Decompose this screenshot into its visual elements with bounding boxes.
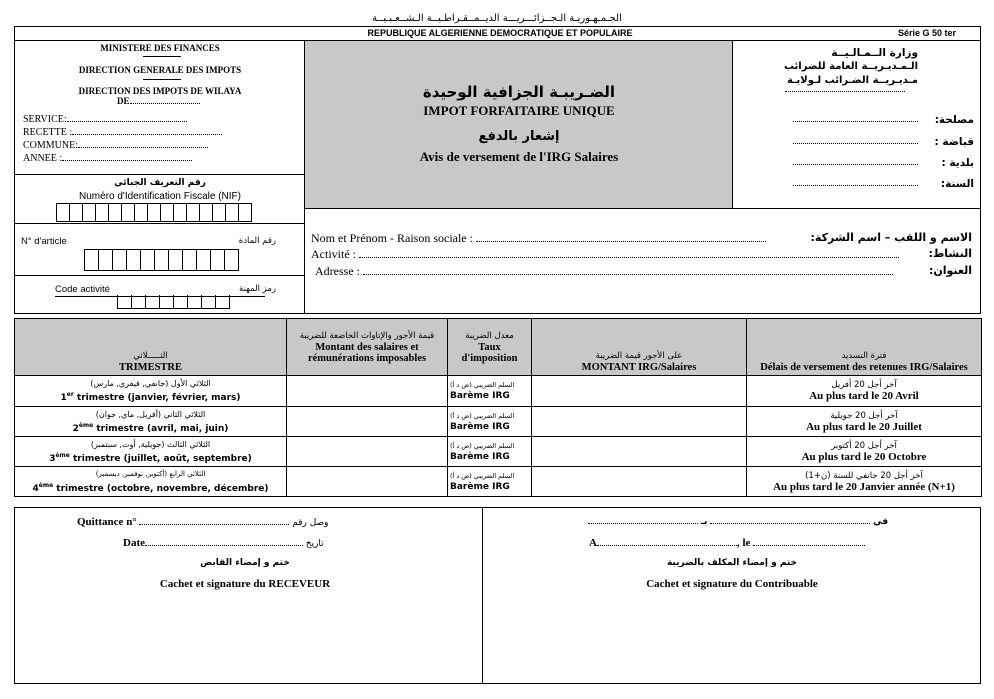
recette-field[interactable] [72, 134, 222, 135]
ministry-fr: MINISTERE DES FINANCES [100, 43, 220, 53]
contributor-in-ar: في [873, 517, 889, 527]
contributor-fr-line [589, 537, 865, 549]
contributor-date-field[interactable] [753, 545, 865, 546]
article-label-ar: رقم المادة [238, 236, 276, 246]
trimestre-cell: الثلاثي الأول (جانفي, فيفري, مارس) 1er trimestre (janvier, février, mars) [15, 376, 287, 407]
table-row [15, 407, 982, 437]
date-line [123, 537, 324, 549]
activity-label-fr: Activité : [311, 247, 356, 261]
taux-cell: السلم الضريبي (ض د أ) Barème IRG [448, 376, 532, 407]
date-label-fr: Date [123, 537, 145, 549]
name-line [311, 231, 766, 246]
taux-cell: السلم الضريبي (ض د أ) Barème IRG [448, 437, 532, 467]
nif-label-fr: Numéro d'Identification Fiscale (NIF) [79, 191, 241, 202]
article-label-fr: N° d'article [21, 236, 67, 247]
header-montant: قيمة الأجور والإتاوات الخاضعة للضريبة Montant des salaires et rémunérations imposables [287, 319, 448, 376]
irg-cell[interactable] [532, 437, 747, 467]
name-label-ar: الاسم و اللقب – اسم الشركة: [810, 231, 972, 244]
tax-title-ar: الضـريبـة الجزافية الوحيدة [422, 83, 616, 101]
republic-title-ar: الجـمـهـوريـة الـجــزائـــريـــة الديــمــقـراطـيــة الـشــعـبـيــة [372, 13, 622, 24]
contributor-ar-date-field[interactable] [710, 523, 870, 524]
commune-ar-label: بلدية : [941, 157, 974, 169]
divider [143, 79, 181, 80]
wilaya-field[interactable] [130, 103, 200, 104]
left-admin-box [14, 40, 305, 175]
receiver-box [14, 507, 483, 684]
commune-line [23, 140, 208, 151]
center-title-box [304, 40, 733, 209]
date-field[interactable] [145, 545, 303, 546]
wilaya-ar-field[interactable] [785, 91, 905, 92]
service-field[interactable] [67, 121, 187, 122]
taxpayer-box [304, 208, 981, 314]
notice-title-ar: إشعار بالدفع [478, 129, 560, 144]
activity-code-input[interactable] [117, 295, 230, 309]
annee-ar-field[interactable] [793, 185, 918, 186]
commune-label: COMMUNE: [23, 140, 79, 151]
address-line [315, 264, 893, 279]
date-label-ar: تاريخ [305, 539, 324, 549]
irg-cell[interactable] [532, 407, 747, 437]
wilaya-de-label: DE [117, 96, 130, 106]
header-trimestre: الثـــــلاثي TRIMESTRE [15, 319, 287, 376]
contributor-sign-fr: Cachet et signature du Contribuable [646, 578, 818, 590]
contributor-ar-place-field[interactable] [588, 523, 698, 524]
commune-field[interactable] [78, 147, 208, 148]
table-row [15, 376, 982, 407]
ministry-ar: وزارة الــمـالـيــة [831, 47, 918, 59]
quittance-label-ar: وصل رقم [292, 518, 329, 528]
irg-cell[interactable] [532, 467, 747, 497]
contributor-sign-ar: ختم و إمضاء المكلف بالضريبة [666, 558, 798, 568]
dgi-fr: DIRECTION GENERALE DES IMPOTS [78, 65, 242, 75]
delai-cell: آخر أجل 20 جانفي للسنة (ن+1) Au plus tard le 20 Janvier année (N+1) [747, 467, 982, 497]
wilaya-de-line [117, 96, 200, 106]
service-ar-field[interactable] [793, 121, 918, 122]
contributor-b-ar: بـ [700, 517, 708, 527]
form-serie: Série G 50 ter [897, 28, 956, 38]
table-header-row [15, 319, 982, 376]
address-field[interactable] [363, 274, 893, 275]
tax-title-fr: IMPOT FORFAITAIRE UNIQUE [423, 103, 615, 118]
nif-input[interactable] [56, 203, 252, 222]
activity-code-label-ar: رمز المهنة [239, 284, 276, 294]
delai-cell: آخر أجل 20 جويلية Au plus tard le 20 Juillet [747, 407, 982, 437]
wilaya-ar: مـديـريــة الضـرائب لـولايـة [787, 75, 918, 86]
activity-field[interactable] [359, 257, 899, 258]
montant-cell[interactable] [287, 376, 448, 407]
activity-label-ar: النشاط: [928, 247, 972, 260]
montant-cell[interactable] [287, 437, 448, 467]
activity-code-label-fr: Code activité [55, 284, 110, 295]
montant-cell[interactable] [287, 467, 448, 497]
contributor-a-fr: A [589, 537, 597, 549]
delai-cell: آخر أجل 20 أفريل Au plus tard le 20 Avril [747, 376, 982, 407]
article-input[interactable] [84, 249, 239, 271]
quittance-line [77, 516, 329, 528]
header-taux: معدل الضريبة Taux d'imposition [448, 319, 532, 376]
service-label: SERVICE: [23, 114, 67, 125]
annee-line [23, 153, 192, 164]
taux-cell: السلم الضريبي (ض د أ) Barème IRG [448, 467, 532, 497]
notice-title-fr: Avis de versement de l'IRG Salaires [419, 149, 619, 164]
quittance-field[interactable] [139, 524, 289, 525]
irg-cell[interactable] [532, 376, 747, 407]
contributor-ar-line [588, 517, 888, 527]
article-box [14, 223, 305, 276]
activity-code-box [14, 275, 305, 314]
name-label-fr: Nom et Prénom - Raison sociale : [311, 231, 473, 245]
contributor-place-field[interactable] [597, 545, 737, 546]
header-delai: فترة التسديد Délais de versement des retenues IRG/Salaires [747, 319, 982, 376]
address-label-fr: Adresse : [315, 264, 360, 278]
dgi-ar: الـمـديـريــة العامة للضرائب [783, 61, 918, 72]
montant-cell[interactable] [287, 407, 448, 437]
service-line [23, 114, 187, 125]
contributor-box [482, 507, 981, 684]
recette-label: RECETTE : [23, 127, 73, 138]
annee-label: ANNEE : [23, 153, 63, 164]
name-field[interactable] [476, 241, 766, 242]
commune-ar-field[interactable] [793, 164, 918, 165]
divider [143, 56, 181, 57]
header-bar [14, 26, 981, 41]
quarter-table [14, 318, 982, 497]
header-irg: على الأجور قيمة الضريبة MONTANT IRG/Salaires [532, 319, 747, 376]
annee-ar-label: السنة: [940, 178, 974, 190]
recette-ar-field[interactable] [793, 143, 918, 144]
recette-line [23, 127, 222, 138]
receiver-sign-ar: ختم و إمضاء القابض [200, 558, 290, 568]
table-row [15, 437, 982, 467]
taux-cell: السلم الضريبي (ض د أ) Barème IRG [448, 407, 532, 437]
quittance-label-fr: Quittance n° [77, 516, 137, 528]
recette-ar-label: قباضة : [934, 136, 974, 148]
nif-box [14, 174, 305, 224]
trimestre-cell: الثلاثي الثاني (أفريل, ماي, جوان) 2ème trimestre (avril, mai, juin) [15, 407, 287, 437]
table-row [15, 467, 982, 497]
nif-label-ar: رقم التعريف الجبائي [114, 178, 206, 188]
receiver-sign-fr: Cachet et signature du RECEVEUR [159, 578, 331, 590]
delai-cell: آخر أجل 20 أكتوبر Au plus tard le 20 Octobre [747, 437, 982, 467]
trimestre-cell: الثلاثي الرابع (أكتوبر, نوفمبر, ديسمبر) 4ème trimestre (octobre, novembre, décembre) [15, 467, 287, 497]
trimestre-cell: الثلاثي الثالث (جويلية, أوت, سبتمبر) 3ème trimestre (juillet, août, septembre) [15, 437, 287, 467]
service-ar-label: مصلحة: [934, 114, 974, 126]
right-admin-box [732, 40, 981, 209]
activity-line [311, 247, 899, 262]
contributor-le-fr: , le [736, 537, 751, 549]
republic-title-fr: REPUBLIQUE ALGERIENNE DEMOCRATIQUE ET POPULAIRE [367, 28, 633, 38]
address-label-ar: العنوان: [928, 264, 972, 277]
wilaya-fr: DIRECTION DES IMPOTS DE WILAYA [78, 86, 242, 96]
annee-field[interactable] [62, 160, 192, 161]
